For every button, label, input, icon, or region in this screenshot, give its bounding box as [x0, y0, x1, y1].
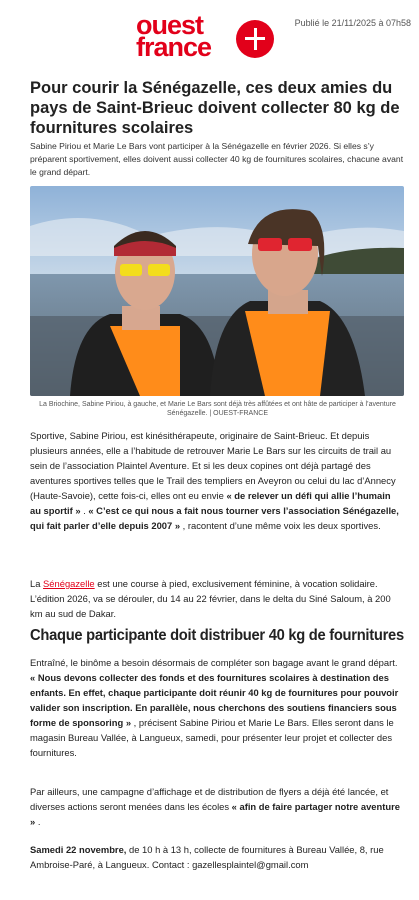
p4-text-a: Par ailleurs, une campagne d’affichage et de distribution de flyers a déjà été lancée, et diverses actions seront menées dans les écoles: [30, 786, 389, 812]
p5-date: Samedi 22 novembre,: [30, 844, 130, 855]
paragraph-2: [30, 576, 400, 621]
senegazelle-link[interactable]: Sénégazelle: [43, 578, 95, 589]
p1-text-a: Sportive, Sabine Piriou, est kinésithérapeute, originaire de Saint-Brieuc. Et depuis plusieurs années, elle a l’habitude de retrouver Marie Le Bars sur les circuits de trail au sein de l’association Plaintel Aventure. Et si les deux copines ont déjà partagé des aventures sportives telles que le Trail des templiers en Aveyron ou celui du lac d’Annecy (Haute-Savoie), cette fois-ci, elles ont eu envie: [30, 430, 396, 501]
paragraph-4: [30, 784, 400, 829]
p1-text-c: .: [83, 505, 89, 516]
p1-quote-2: « C’est ce qui nous a fait nous tourner vers l’association Sénégazelle, qui fait parler d’elle depuis 2007 »: [30, 505, 399, 531]
logo-wordmark: [136, 10, 212, 62]
publication-date: Publié le 21/11/2025 à 07h58: [294, 18, 411, 28]
paragraph-5: [30, 842, 400, 872]
article-photo: [30, 186, 404, 396]
p4-quote: « afin de faire partager notre aventure »: [30, 801, 400, 827]
p4-text-c: .: [37, 816, 41, 827]
photo-caption: La Briochine, Sabine Piriou, à gauche, et Marie Le Bars sont déjà très affûtées et ont hâte de participer à l’aventure Sénégazelle. | OUEST-FRANCE: [39, 401, 396, 417]
p5-text: de 10 h à 13 h, collecte de fournitures à Bureau Vallée, 8, rue Ambroise-Paré, à Langueux. Contact : gazellesplaintel@gmail.com: [30, 844, 384, 870]
p2-text-b: est une course à pied, exclusivement féminine, à vocation solidaire. L’édition 2026, va se dérouler, du 14 au 22 février, dans le delta du Siné Saloum, à 200 km au sud de Dakar.: [30, 578, 391, 619]
p3-quote: « Nous devons collecter des fonds et des fournitures scolaires à destination des enfants. En effet, chaque participante doit réunir 40 kg de fournitures pour pouvoir valider son inscription. En parallèle, nous cherchons des soutiens financiers sous forme de sponsoring »: [30, 672, 399, 728]
p3-text-a: Entraîné, le binôme a besoin désormais de compléter son bagage avant le grand départ.: [30, 657, 398, 668]
paragraph-3: [30, 655, 400, 760]
p2-text-a: La: [30, 578, 44, 589]
section-subheading: Chaque participante doit distribuer 40 kg de fournitures: [30, 627, 404, 644]
logo-line1: ouest: [136, 10, 204, 40]
article-title: Pour courir la Sénégazelle, ces deux amies du pays de Saint-Brieuc doivent collecter 80 kg de fournitures scolaires: [30, 79, 400, 137]
p1-quote-1: « de relever un défi qui allie l’humain au sportif »: [30, 490, 391, 516]
p3-text-c: , précisent Sabine Piriou et Marie Le Bars. Elles seront dans le magasin Bureau Vallée, à Langueux, samedi, pour présenter leur projet et collecter des fournitures.: [30, 717, 394, 758]
paragraph-1: [30, 428, 400, 533]
logo-line2: france: [136, 32, 212, 62]
ouest-france-logo[interactable]: [136, 10, 276, 66]
article-lead: Sabine Piriou et Marie Le Bars vont participer à la Sénégazelle en février 2026. Si elles s’y préparent sportivement, elles doivent aussi collecter 40 kg de fournitures scolaires, chacune avant le grand départ.: [30, 141, 404, 177]
p1-text-e: , racontent d’une même voix les deux sportives.: [182, 520, 381, 531]
logo-cross-icon: [236, 20, 274, 58]
site-header: [0, 0, 419, 72]
